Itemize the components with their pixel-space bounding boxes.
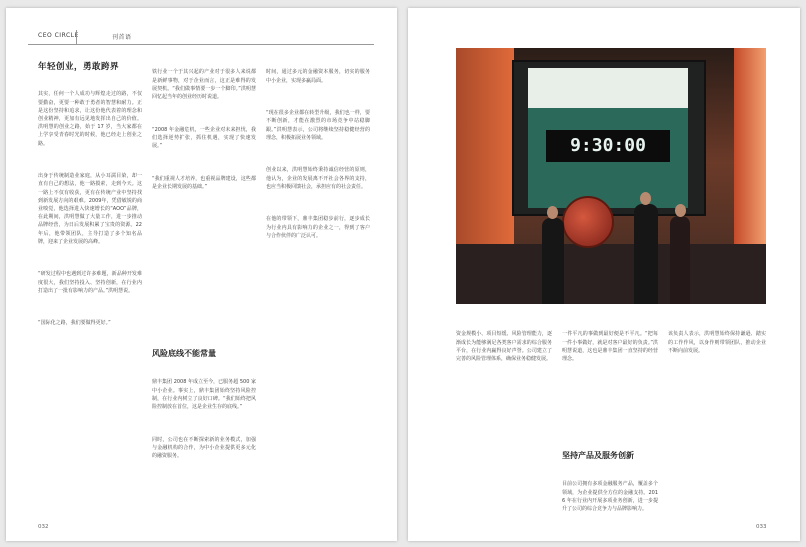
paragraph: 在他的带领下，鼎丰集团稳步前行，逐步成长为行业内具有影响力的企业之一，得到了客户与合作伙伴的广泛认可。 — [266, 216, 370, 239]
paragraph: “我们重视人才培养，也重视品牌建设，这些都是企业长期发展的基础。” — [152, 175, 256, 190]
paragraph: 目前公司拥有多项金融服务产品，覆盖多个领域，为企业提供全方位的金融支持。2016 年在行业内开展多项业务创新，进一步提升了公司的综合竞争力与品牌影响力。 — [562, 481, 658, 513]
paragraph: 出身于传统制造业家庭，从小耳濡目染，却一直有自己的想法，他一路摸索，走到今天。这一路上不仅有收获，更有在传统产业中坚持找到新发展方向的艰难。2009年，凭借敏锐的商业嗅觉，他选择进入快速增长的“AOO”品牌，在此期间，洪明慧做了大量工作，进一步推动品牌经营，为日后发展积累了宝贵的资源。22 年后，他带领团队，主导打造了多个知名品牌，迎来了企业发展的高峰。 — [38, 173, 144, 245]
clock-display: 9:30:00 — [546, 130, 670, 162]
paragraph: 该负责人表示，洪明慧始终保持谦逊、踏实的工作作风，以身作则带领团队，推动企业不断向前发展。 — [668, 331, 766, 354]
paragraph: 铁行业一个于其兴起的产业对于很多人来说都是新鲜事物，对于企业而言，这正是难得的发展契机。“我们做事情要一步一个脚印。”洪明慧回忆起当年的创业经历时说道。 — [152, 69, 256, 101]
paragraph: 资金规模小、项目短缓、风险管理能力，逐渐成长为能够满足各类客户需求的综合服务平台，在行业内赢得良好声誉。公司建立了完善的风险管理体系，确保业务稳健发展。 — [456, 331, 552, 363]
event-photo — [456, 48, 766, 304]
text-column-1 — [38, 74, 142, 514]
paragraph: “现在很多企业都在转型升级，我们也一样，要不断创新，才能在激烈的市场竞争中站稳脚跟。”洪明慧表示，公司将继续坚持稳健经营的理念，积极拓展业务领域。 — [266, 110, 370, 141]
section-heading: 坚持产品及服务创新 — [562, 451, 634, 460]
header-rule — [28, 44, 374, 45]
left-page — [6, 8, 397, 541]
paragraph: 同时，公司也在不断探索新的业务模式，加强与金融机构的合作，为中小企业提供更多元化的融资服务。 — [152, 436, 256, 460]
text-column-1 — [456, 314, 552, 514]
paragraph: “研发过程中也遇到过许多难题，新品种开发难度很大，我们坚持投入、坚持创新，在行业内打造出了一批有影响力的产品。”洪明慧说。 — [38, 271, 142, 294]
person — [634, 204, 658, 304]
paragraph: 一件平凡的事做到最好便是不平凡。“把每一件小事做好，就是对客户最好的负责。”洪明慧说道，这也是鼎丰集团一直坚持的经营理念。 — [562, 331, 658, 363]
right-page — [408, 8, 800, 541]
page-number: 032 — [38, 524, 49, 530]
paragraph: 其实，任何一个人成功与辉煌走过的路，不仅要勤奋，更要一种敢于勇者的智慧和耐力。正是这份坚持和追求，让这份他代表着的理念和创业精神，更加有远见地发挥出自己的价值。洪明慧的创业之路，始于 17 岁，当大家都在上学享受青春时光的时候，他已经走上创业之路。 — [38, 91, 142, 147]
paragraph: 创业以来，洪明慧始终秉持诚信经营的原则，他认为，企业的发展离不开社会各界的支持，也应当积极回馈社会，承担应有的社会责任。 — [266, 167, 370, 190]
page-number: 033 — [756, 524, 767, 530]
paragraph: “2008 年金融危机，一些企业对未来担忧，我们选择逆势扩张，抓住机遇，实现了快速发展。” — [152, 126, 256, 150]
paragraph: 鼎丰集团 2008 年成立至今，已服务超 500 家中小企业。事实上，鼎丰集团始终坚持风险控制，在行业内树立了良好口碑。“我们始终把风险控制放在首位，这是企业生存的底线。” — [152, 379, 256, 411]
text-column-2 — [152, 52, 256, 352]
person — [542, 218, 564, 304]
text-column-2b — [152, 362, 256, 512]
column-label: 刊首语 — [112, 34, 132, 41]
text-column-3 — [668, 314, 766, 514]
paragraph: 时间，通过多元的金融资本服务，切实的服务中小企业，实现多赢局面。 — [266, 69, 370, 84]
gong — [562, 196, 614, 248]
header-divider — [76, 30, 77, 44]
section-label: CEO CIRCLE — [38, 32, 79, 39]
article-heading: 年轻创业，勇敢跨界 — [38, 62, 120, 72]
running-header — [28, 32, 374, 44]
text-column-2 — [562, 314, 658, 446]
section-heading: 风险底线不能常量 — [152, 349, 216, 358]
text-column-2b — [562, 464, 658, 518]
text-column-3 — [266, 52, 370, 512]
paragraph: “国际化之路，我们要做得更好。” — [38, 320, 111, 327]
person — [670, 216, 690, 304]
